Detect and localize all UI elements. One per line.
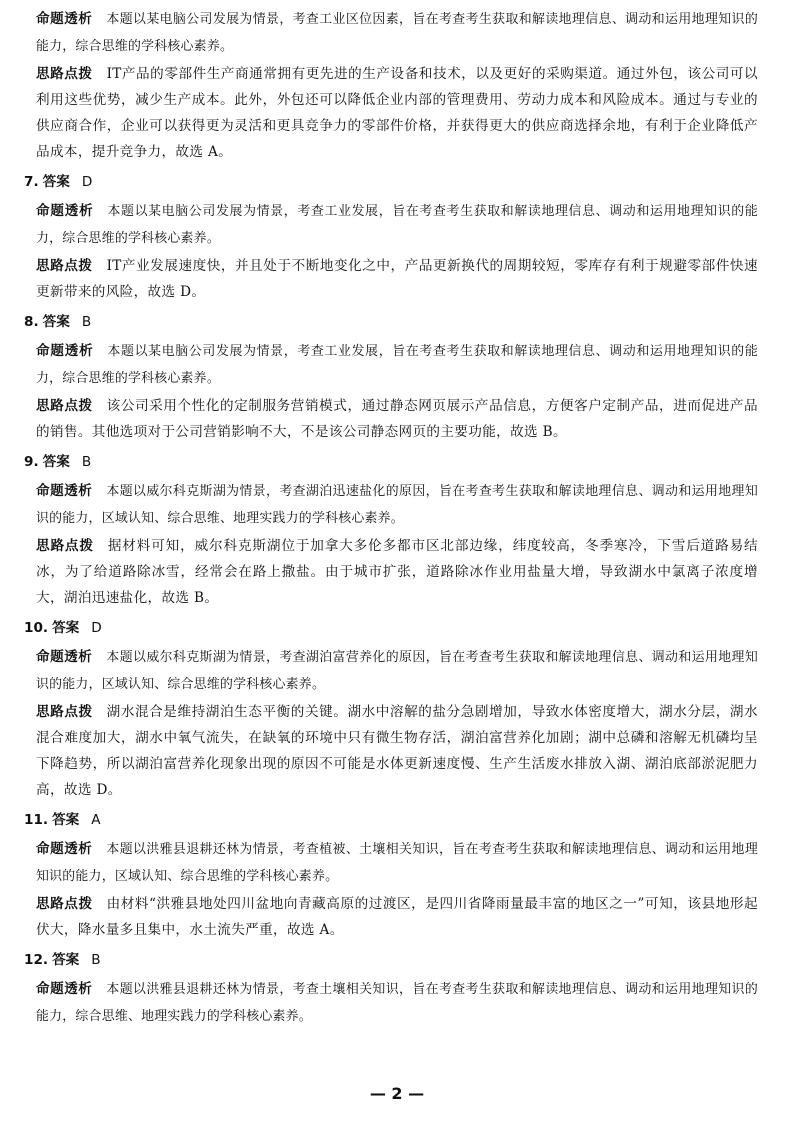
analysis-text: 本题以洪雅县退耕还林为情景，考查植被、土壤相关知识，旨在考查考生获取和解读地理信息、调动和运用地理知识的能力，区域认知、综合思维的学科核心素养。 [36, 842, 758, 884]
answer-value: B [91, 952, 101, 968]
solution-text: 由材料“洪雅县地处四川盆地向青藏高原的过渡区，是四川省降雨量最丰富的地区之一”可知，该县地形起伏大，降水量多且集中，水土流失严重，故选 A。 [36, 896, 758, 938]
solution-text: 湖水混合是维持湖泊生态平衡的关键。湖水中溶解的盐分急剧增加，导致水体密度增大，湖水分层，湖水混合难度加大，湖水中氧气流失，在缺氧的环境中只有微生物存活，湖泊富营养化加剧；湖中总磷和溶解无机磷均呈下降趋势，所以湖泊富营养化现象出现的原因不可能是水体更新速度慢、生产生活废水排放入湖、湖泊底部淤泥肥力高，故选 D。 [36, 704, 758, 798]
question-number: 7. [24, 174, 39, 190]
solution-paragraph [36, 891, 758, 943]
answer-value: B [81, 454, 92, 470]
answer-heading [24, 948, 758, 972]
answer-label: 答案 [52, 952, 80, 968]
analysis-paragraph [36, 976, 758, 1030]
question-number: 9. [24, 454, 39, 470]
question-number: 11. [24, 812, 49, 828]
analysis-text: 本题以威尔科克斯湖为情景，考查湖泊迅速盐化的原因，旨在考查考生获取和解读地理信息、调动和运用地理知识的能力，区域认知、综合思维、地理实践力的学科核心素养。 [36, 484, 758, 526]
solution-label: 思路点拨 [36, 398, 93, 414]
solution-paragraph [36, 699, 758, 803]
question-9 [24, 450, 758, 611]
analysis-label: 命题透析 [36, 981, 93, 997]
solution-paragraph [36, 253, 758, 305]
question-8 [24, 310, 759, 445]
analysis-text: 本题以某电脑公司发展为情景，考查工业区位因素，旨在考查考生获取和解读地理信息、调动和运用地理知识的能力，综合思维的学科核心素养。 [36, 12, 758, 54]
analysis-paragraph [36, 198, 758, 252]
question-number: 12. [24, 952, 49, 968]
solution-label: 思路点拨 [36, 538, 94, 554]
answer-label: 答案 [42, 174, 70, 190]
analysis-text: 本题以威尔科克斯湖为情景，考查湖泊富营养化的原因，旨在考查考生获取和解读地理信息、调动和运用地理知识的能力，区域认知、综合思维的学科核心素养。 [36, 650, 758, 692]
page-number: — 2 — [369, 1084, 425, 1103]
answer-value: A [91, 812, 101, 828]
question-7 [24, 170, 759, 305]
analysis-label: 命题透析 [36, 841, 93, 857]
analysis-text: 本题以某电脑公司发展为情景，考查工业发展，旨在考查考生获取和解读地理信息、调动和运用地理知识的能力，综合思维的学科核心素养。 [36, 344, 759, 386]
solution-paragraph [36, 61, 758, 165]
answer-label: 答案 [52, 812, 80, 828]
solution-label: 思路点拨 [36, 896, 93, 912]
solution-text: IT产业发展速度快，并且处于不断地变化之中，产品更新换代的周期较短，零库存有利于规避零部件快速更新带来的风险，故选 D。 [36, 258, 758, 300]
answer-value: D [81, 174, 93, 190]
question-number: 8. [24, 314, 39, 330]
solution-paragraph [36, 533, 758, 611]
answer-heading [24, 170, 758, 194]
analysis-label: 命题透析 [36, 203, 94, 219]
solution-paragraph [36, 393, 758, 445]
question-11 [24, 808, 758, 943]
solution-label: 思路点拨 [36, 66, 93, 82]
analysis-label: 命题透析 [36, 483, 93, 499]
question-10 [24, 616, 758, 803]
question-12 [24, 948, 758, 1030]
solution-label: 思路点拨 [36, 704, 93, 720]
answer-heading [24, 808, 758, 832]
answer-label: 答案 [42, 314, 70, 330]
solution-text: 据材料可知，威尔科克斯湖位于加拿大多伦多都市区北部边缘，纬度较高，冬季寒冷，下雪后道路易结冰，为了给道路除冰雪，经常会在路上撒盐。由于城市扩张，道路除冰作业用盐量大增，导致湖水中氯离子浓度增大，湖泊迅速盐化，故选 B。 [36, 538, 758, 606]
solution-label: 思路点拨 [36, 258, 93, 274]
question-number: 10. [24, 620, 49, 636]
answer-value: D [91, 620, 102, 636]
analysis-label: 命题透析 [36, 343, 94, 359]
answer-label: 答案 [42, 454, 70, 470]
analysis-text: 本题以某电脑公司发展为情景，考查工业发展，旨在考查考生获取和解读地理信息、调动和运用地理知识的能力，综合思维的学科核心素养。 [36, 204, 759, 246]
analysis-paragraph [36, 644, 758, 698]
analysis-paragraph [36, 338, 758, 392]
intro-block [36, 6, 758, 165]
answer-value: B [81, 314, 92, 330]
analysis-label: 命题透析 [36, 649, 93, 665]
answer-heading [24, 310, 758, 334]
solution-text: IT产品的零部件生产商通常拥有更先进的生产设备和技术，以及更好的采购渠道。通过外包，该公司可以利用这些优势，减少生产成本。此外，外包还可以降低企业内部的管理费用、劳动力成本和风险成本。通过与专业的供应商合作，企业可以获得更为灵活和更具竞争力的零部件价格，并获得更大的供应商选择余地，有利于企业降低产品成本，提升竞争力，故选 A。 [36, 66, 758, 160]
solution-text: 该公司采用个性化的定制服务营销模式，通过静态网页展示产品信息，方便客户定制产品，进而促进产品的销售。其他选项对于公司营销影响不大，不是该公司静态网页的主要功能，故选 B。 [36, 398, 758, 440]
answer-heading [24, 450, 758, 474]
analysis-paragraph [36, 836, 758, 890]
analysis-label: 命题透析 [36, 11, 93, 27]
analysis-text: 本题以洪雅县退耕还林为情景，考查土壤相关知识，旨在考查考生获取和解读地理信息、调动和运用地理知识的能力，综合思维、地理实践力的学科核心素养。 [36, 982, 758, 1024]
answer-heading [24, 616, 758, 640]
answer-label: 答案 [52, 620, 80, 636]
analysis-paragraph [36, 478, 758, 532]
analysis-paragraph [36, 6, 758, 60]
